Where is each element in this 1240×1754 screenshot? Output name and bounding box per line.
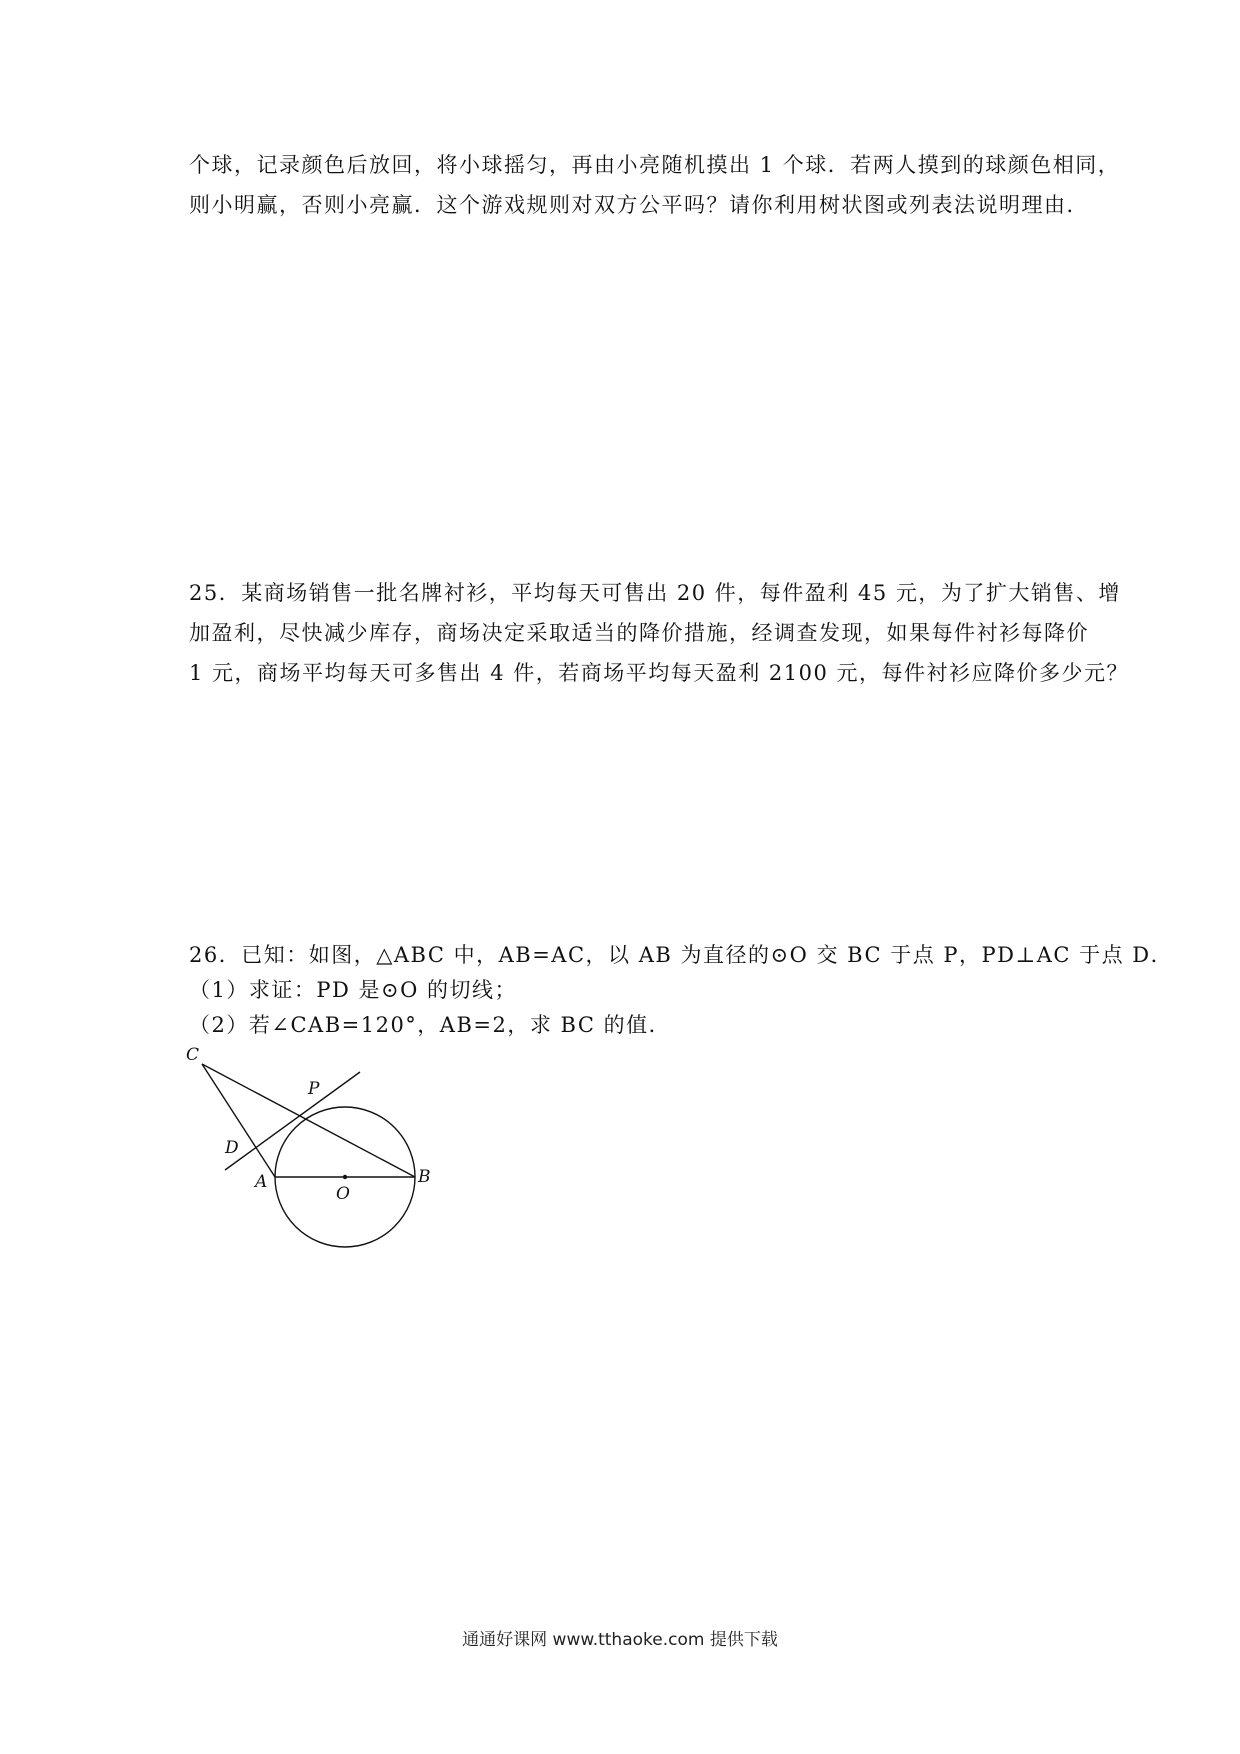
question25-line3: 1 元，商场平均每天可多售出 4 件，若商场平均每天盈利 2100 元，每件衬衫应降价多少元？: [189, 661, 1130, 685]
label-d: D: [225, 1138, 239, 1158]
question24-continuation-line1: 个球，记录颜色后放回，将小球摇匀，再由小亮随机摸出 1 个球．若两人摸到的球颜色相同，: [189, 153, 1121, 177]
label-p: P: [308, 1079, 320, 1099]
geometry-diagram: [180, 1040, 440, 1260]
label-b: B: [418, 1167, 431, 1187]
label-o: O: [336, 1184, 350, 1204]
question24-continuation-line2: 则小明赢，否则小亮赢．这个游戏规则对双方公平吗？请你利用树状图或列表法说明理由．: [189, 193, 1089, 217]
geometry-figure: [180, 1040, 440, 1260]
question25-line1: 25．某商场销售一批名牌衬衫，平均每天可售出 20 件，每件盈利 45 元，为了扩大销售、增: [189, 581, 1121, 605]
label-a: A: [255, 1172, 268, 1192]
footer-source: 通通好课网 www.tthaoke.com 提供下载: [462, 1630, 778, 1650]
question26-line1: 26．已知：如图，△ABC 中，AB=AC，以 AB 为直径的⊙O 交 BC 于点 P，PD⊥AC 于点 D．: [189, 943, 1174, 967]
question25-line2: 加盈利，尽快减少库存，商场决定采取适当的降价措施，经调查发现，如果每件衬衫每降价: [189, 621, 1089, 645]
label-c: C: [186, 1045, 200, 1065]
question26-part1: （1）求证：PD 是⊙O 的切线；: [189, 978, 517, 1002]
question26-part2: （2）若∠CAB=120°，AB=2，求 BC 的值．: [189, 1013, 672, 1037]
center-point-o: [343, 1175, 347, 1179]
